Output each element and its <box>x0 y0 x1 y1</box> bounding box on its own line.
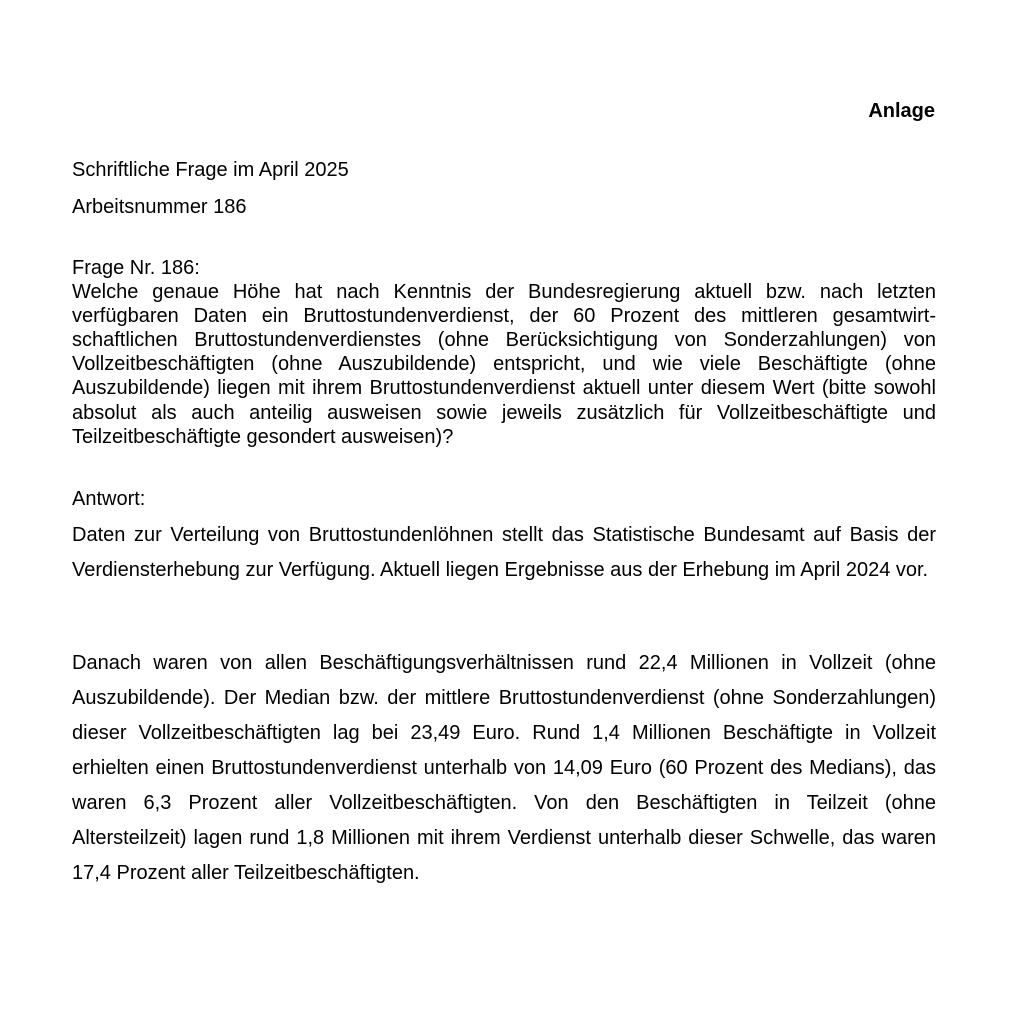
answer-paragraph-1: Daten zur Verteilung von Bruttostundenlöhnen stellt das Statistische Bundesamt auf Basis der Verdiensterhebung zur Verfügung. Aktuell liegen Ergebnisse aus der Erhebung im April 2024 vor. <box>72 524 936 581</box>
question-text: Welche genaue Höhe hat nach Kenntnis der Bundesregierung aktuell bzw. nach letzten verfügbaren Daten ein Bruttostundenverdienst, der 60 Prozent des mittleren gesamtwirtschaftlichen Bruttostundenverdienstes (ohne Berücksichtigung von Sonderzahlungen) von Vollzeitbeschäftigten (ohne Auszubildende) entspricht, und wie viele Beschäftigte (ohne Auszubildende) liegen mit ihrem Bruttostundenverdienst aktuell unter diesem Wert (bitte sowohl absolut als auch anteilig ausweisen sowie jeweils zusätzlich für Vollzeitbeschäftigte und Teilzeitbeschäftigte gesondert ausweisen)? <box>72 281 936 448</box>
answer-label: Antwort: <box>72 488 146 510</box>
question-subject-line: Schriftliche Frage im April 2025 <box>72 159 349 181</box>
attachment-label: Anlage <box>868 100 935 122</box>
question-block <box>72 256 936 449</box>
question-label: Frage Nr. 186: <box>72 257 200 279</box>
work-number-line: Arbeitsnummer 186 <box>72 196 247 218</box>
answer-paragraph-2: Danach waren von allen Beschäftigungsverhältnissen rund 22,4 Millionen in Vollzeit (ohne Auszubildende). Der Median bzw. der mittlere Bruttostundenverdienst (ohne Sonderzahlungen) dieser Vollzeitbeschäftigten lag bei 23,49 Euro. Rund 1,4 Millionen Beschäftigte in Vollzeit erhielten einen Bruttostundenverdienst unterhalb von 14,09 Euro (60 Prozent des Medians), das waren 6,3 Prozent aller Vollzeitbeschäftigten. Von den Beschäftigten in Teilzeit (ohne Altersteilzeit) lagen rund 1,8 Millionen mit ihrem Verdienst unterhalb dieser Schwelle, das waren 17,4 Prozent aller Teilzeitbeschäftigten. <box>72 652 936 884</box>
